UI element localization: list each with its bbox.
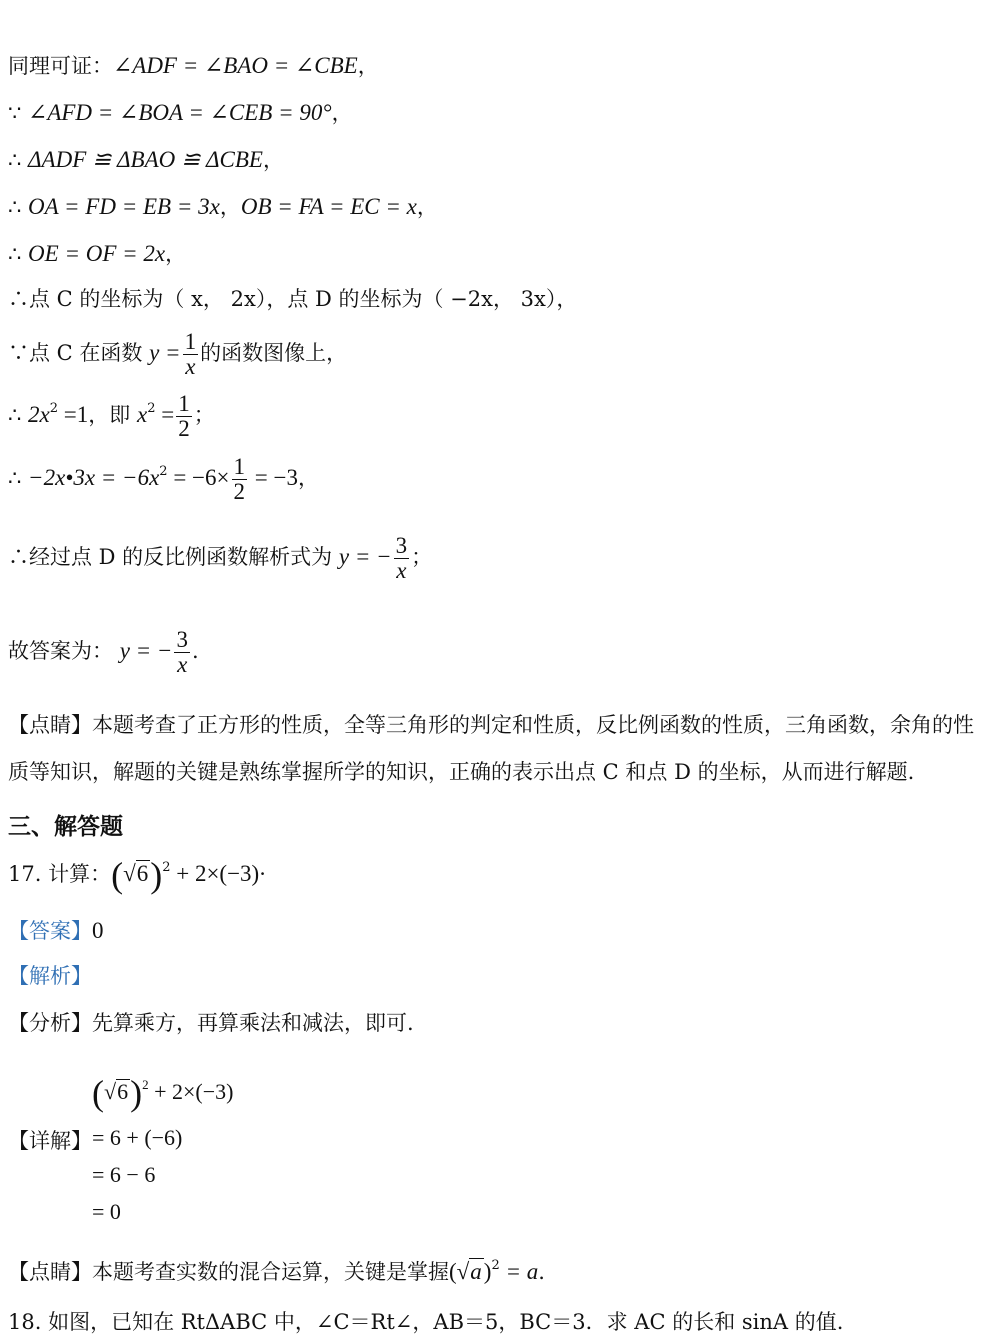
question-label: 17. 计算： [8,862,112,886]
text: ， [357,54,379,78]
text: ， [165,242,187,266]
numerator: 1 [178,391,190,416]
work-step-3: = 0 [92,1199,121,1224]
text: ∴ [8,195,29,219]
work-step-1: = 6 + (−6) [92,1125,183,1150]
q18-question: 18. 如图，已知在 RtΔABC 中，∠C＝Rt∠，AB＝5，BC＝3．求 AC 的长和 sinA 的值. [8,1310,844,1334]
proof-line-10 [8,534,432,583]
radicand: 6 [136,861,149,886]
math: = [155,402,175,428]
math: OE = OF = 2x [28,241,166,266]
fraction [183,330,199,379]
text: ； [193,403,215,428]
denominator: x [396,558,407,584]
superscript: 2 [49,401,59,417]
sqrt: √6 [123,861,149,886]
proof-line-4 [8,195,438,218]
text: ∴ [8,403,29,428]
math: ΔADF ≌ ΔBAO ≌ ΔCBE [28,147,263,172]
dianjing-line-1: 【点睛】本题考查了正方形的性质，全等三角形的判定和性质，反比例函数的性质，三角函数，余角的性 [8,713,974,737]
section-title: 三、解答题 [8,814,123,840]
proof-line-7 [8,330,347,379]
work-step-0 [92,1072,233,1114]
proof-line-2 [8,101,353,124]
fraction [394,534,410,583]
answer-tag: 【答案】 [8,919,92,943]
sqrt-expression: (√a) [449,1259,492,1284]
superscript: 2 [142,1077,149,1092]
text: ，即 [88,403,137,428]
text: 同理可证： [8,54,113,78]
text: ∵ [8,101,29,125]
q17-dianjing [8,1258,545,1284]
numerator: 1 [184,329,197,354]
work-step-2: = 6 − 6 [92,1162,156,1187]
math: = −3 [249,465,298,491]
text: . [191,639,199,664]
fraction [232,455,248,504]
text: ， [416,195,438,219]
fraction [176,392,192,441]
denominator: x [177,652,188,678]
text: ∴ [8,148,29,172]
q17-analysis-tag: 【解析】 [8,964,92,988]
text: 的函数图像上， [200,341,348,366]
numerator: 3 [176,627,188,652]
radicand: a [470,1259,482,1284]
denominator: 2 [233,479,245,505]
text: ， [331,101,353,125]
text: . [538,1260,545,1284]
math: + 2×(−3) [170,861,260,886]
text: ∴ [8,466,29,491]
proof-line-8 [8,392,215,441]
math: OB = FA = EC = x [240,194,417,219]
proof-line-3 [8,148,284,171]
paren: ( [92,1073,104,1113]
math: y = − [119,638,173,664]
math: 2x [28,402,50,428]
superscript: 2 [159,464,168,480]
math: y = [149,340,181,366]
math: ∠AFD = ∠BOA = ∠CEB = 90° [28,100,332,125]
paren: ) [130,1073,143,1113]
proof-line-6: ∴点 C 的坐标为（ x， 2x），点 D 的坐标为（ −2x， 3x）， [8,287,578,311]
text: ， [262,148,284,172]
q17-fenxi: 【分析】先算乘方，再算乘法和减法，即可. [8,1011,414,1035]
math: ∠ADF = ∠BAO = ∠CBE [113,53,358,78]
fraction [174,628,190,677]
text: ∵点 C 在函数 [8,341,150,366]
superscript: 2 [491,1258,500,1273]
text: ； [411,545,433,570]
text: ， [297,466,319,491]
math: y = − [338,544,392,570]
text: ∴经过点 D 的反比例函数解析式为 [8,545,339,570]
text: ∴ [8,242,29,266]
denominator: 2 [178,416,190,442]
numerator: 3 [395,533,408,558]
radicand: 6 [117,1079,129,1104]
answer-value: 0 [92,918,104,943]
superscript: 2 [147,401,156,417]
numerator: 1 [233,454,245,479]
dianjing-line-2: 质等知识，解题的关键是熟练掌握所学的知识，正确的表示出点 C 和点 D 的坐标，从而进行解题. [8,760,915,784]
math: + 2×(−3) [148,1079,234,1104]
proof-line-5 [8,242,186,265]
proof-line-9 [8,455,319,504]
denominator: x [185,354,196,380]
text: · [259,862,266,886]
xiangjie-tag: 【详解】 [8,1129,92,1153]
math: = −6× [167,465,230,491]
text: 故答案为： [8,639,120,664]
sqrt: √6 [104,1079,129,1104]
math: OA = FD = EB = 3x [28,194,220,219]
superscript: 2 [162,860,171,875]
text: 【点睛】本题考查实数的混合运算，关键是掌握 [8,1260,449,1284]
q17-answer [8,919,104,942]
paren: ) [150,855,163,895]
math: =1 [58,402,89,428]
answer-line [8,628,199,677]
math: = a [499,1259,539,1284]
paren: ( [111,855,124,895]
math: −2x•3x = −6x [28,465,160,491]
math: x [136,402,148,428]
q17-question [8,857,266,893]
proof-line-1 [8,54,379,77]
text: ， [219,195,241,219]
